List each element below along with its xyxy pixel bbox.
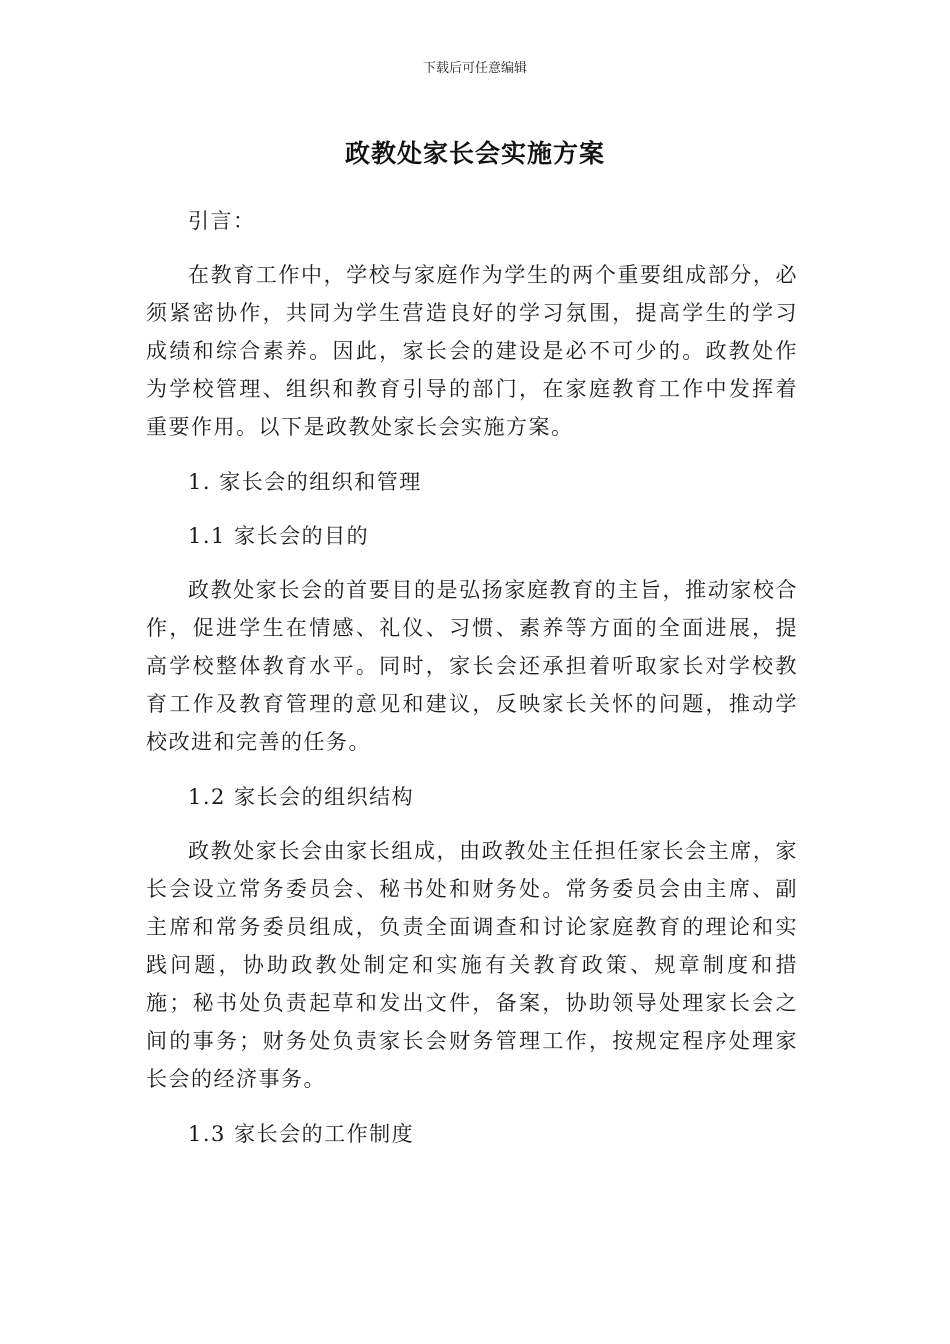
document-title: 政教处家长会实施方案: [344, 139, 605, 168]
intro-label: 引言：: [188, 209, 256, 233]
section-1-2-paragraph: 政教处家长会由家长组成，由政教处主任担任家长会主席，家长会设立常务委员会、秘书处和财务处。常务委员会由主席、副主席和常务委员组成，负责全面调查和讨论家庭教育的理论和实践问题，协助政教处制定和实施有关教育政策、规章制度和措施；秘书处负责起草和发出文件，备案，协助领导处理家长会之间的事务；财务处负责家长会财务管理工作，按规定程序处理家长会的经济事务。: [146, 839, 798, 1091]
page-header-note: 下载后可任意编辑: [422, 61, 527, 76]
section-1-1-heading: 1.1 家长会的目的: [188, 524, 370, 548]
section-1-heading: 1. 家长会的组织和管理: [188, 470, 422, 494]
section-1-2-heading: 1.2 家长会的组织结构: [188, 785, 415, 809]
document-body: [146, 202, 798, 1153]
section-1-3-heading: 1.3 家长会的工作制度: [188, 1122, 415, 1146]
section-1-1-paragraph: 政教处家长会的首要目的是弘扬家庭教育的主旨，推动家校合作，促进学生在情感、礼仪、习惯、素养等方面的全面进展，提高学校整体教育水平。同时，家长会还承担着听取家长对学校教育工作及教育管理的意见和建议，反映家长关怀的问题，推动学校改进和完善的任务。: [146, 578, 798, 754]
intro-paragraph: 在教育工作中，学校与家庭作为学生的两个重要组成部分，必须紧密协作，共同为学生营造良好的学习氛围，提高学生的学习成绩和综合素养。因此，家长会的建设是必不可少的。政教处作为学校管理、组织和教育引导的部门，在家庭教育工作中发挥着重要作用。以下是政教处家长会实施方案。: [146, 263, 798, 439]
